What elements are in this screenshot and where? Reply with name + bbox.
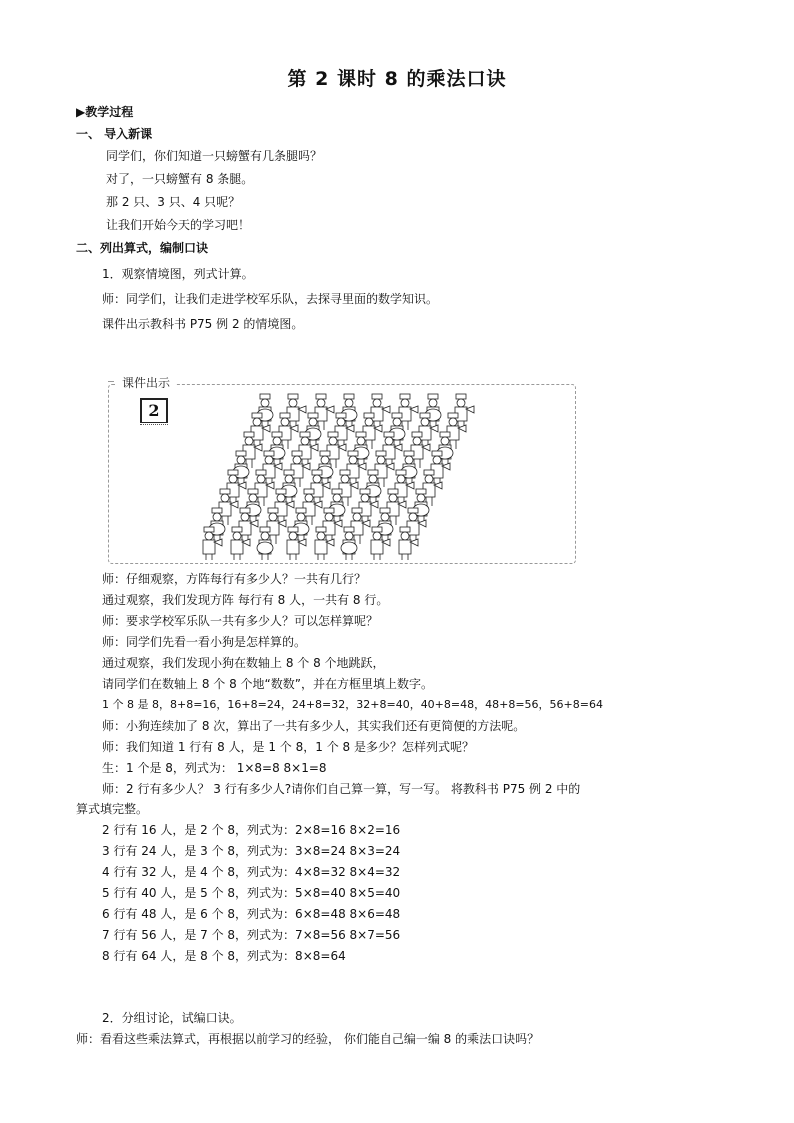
intro-line: 让我们开始今天的学习吧！ <box>106 218 251 232</box>
body-line: 师：2 行有多少人？ 3 行有多少人?请你们自己算一算，写一写。 将教科书 P75 例 2 中的 <box>102 782 581 796</box>
band-members <box>203 394 474 560</box>
body-line: 生：1 个是 8，列式为： 1×8=8 8×1=8 <box>102 761 327 775</box>
marching-band-illustration <box>178 388 478 560</box>
multiplication-row: 7 行有 56 人，是 7 个 8，列式为：7×8=56 8×7=56 <box>102 928 401 942</box>
band-member <box>455 394 474 430</box>
teacher-line: 师：同学们，让我们走进学校军乐队，去探寻里面的数学知识。 <box>102 292 439 306</box>
body-line: 通过观察，我们发现小狗在数轴上 8 个 8 个地跳跃， <box>102 656 385 670</box>
band-member <box>315 394 334 430</box>
band-member <box>287 394 306 430</box>
step-2: 2．分组讨论，试编口诀。 <box>102 1011 242 1025</box>
final-question: 师：看看这些乘法算式，再根据以前学习的经验， 你们能自己编一编 8 的乘法口诀吗？ <box>76 1032 540 1046</box>
section-heading-2: 二、列出算式，编制口诀 <box>76 241 209 255</box>
body-line: 1 个 8 是 8，8+8=16，16+8=24，24+8=32，32+8=40，40+8=48，48+8=56，56+8=64 <box>102 698 603 711</box>
body-line: 通过观察，我们发现方阵 每行有 8 人，一共有 8 行。 <box>102 593 389 607</box>
body-line: 师：小狗连续加了 8 次，算出了一共有多少人，其实我们还有更简便的方法呢。 <box>102 719 526 733</box>
intro-line: 对了，一只螃蟹有 8 条腿。 <box>106 172 254 186</box>
band-member <box>371 394 390 430</box>
body-line: 师：我们知道 1 行有 8 人，是 1 个 8，1 个 8 是多少？怎样列式呢？ <box>102 740 474 754</box>
body-line: 师：仔细观察，方阵每行有多少人？一共有几行？ <box>102 572 367 586</box>
figure-label: 课件出示 <box>116 375 176 391</box>
multiplication-row: 4 行有 32 人，是 4 个 8，列式为：4×8=32 8×4=32 <box>102 865 401 879</box>
multiplication-row: 5 行有 40 人，是 5 个 8，列式为：5×8=40 8×5=40 <box>102 886 401 900</box>
example-number-underline <box>140 424 168 428</box>
intro-line: 那 2 只、3 只、4 只呢？ <box>106 195 241 209</box>
multiplication-row: 6 行有 48 人，是 6 个 8，列式为：6×8=48 8×6=48 <box>102 907 401 921</box>
multiplication-row: 8 行有 64 人，是 8 个 8，列式为：8×8=64 <box>102 949 346 963</box>
band-member <box>399 394 418 430</box>
example-number: 2 <box>140 398 168 423</box>
intro-line: 同学们，你们知道一只螃蟹有几条腿吗？ <box>106 149 323 163</box>
teacher-line: 课件出示教科书 P75 例 2 的情境图。 <box>102 317 304 331</box>
body-line: 师：要求学校军乐队一共有多少人？可以怎样算呢？ <box>102 614 379 628</box>
multiplication-row: 2 行有 16 人，是 2 个 8，列式为：2×8=16 8×2=16 <box>102 823 401 837</box>
body-line: 师：同学们先看一看小狗是怎样算的。 <box>102 635 307 649</box>
step-1: 1．观察情境图，列式计算。 <box>102 267 254 281</box>
body-line: 请同学们在数轴上 8 个 8 个地“数数”，并在方框里填上数字。 <box>102 677 433 691</box>
section-heading-1: 一、 导入新课 <box>76 127 153 141</box>
page-title: 第 2 课时 8 的乘法口诀 <box>287 68 507 90</box>
multiplication-row: 3 行有 24 人，是 3 个 8，列式为：3×8=24 8×3=24 <box>102 844 401 858</box>
section-marker: ▶教学过程 <box>76 105 134 119</box>
body-continuation: 算式填完整。 <box>76 802 149 816</box>
